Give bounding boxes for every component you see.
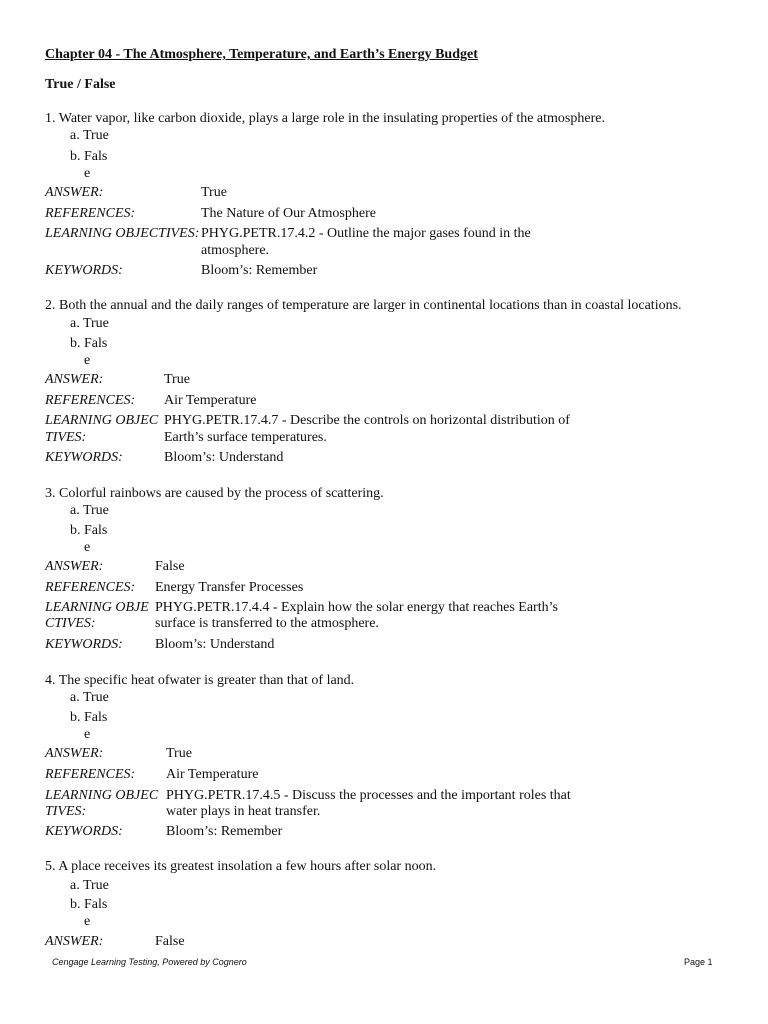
chapter-title: Chapter 04 - The Atmosphere, Temperature, and Earth’s Energy Budget [45, 47, 478, 62]
keywords-value: Bloom’s: Understand [155, 637, 275, 652]
option-a: a. True [70, 503, 109, 518]
answer-label: ANSWER: [45, 746, 104, 761]
option-b: b. Fals [70, 710, 108, 725]
keywords-label: KEYWORDS: [45, 824, 123, 839]
learning-objective-line-2: surface is transferred to the atmosphere. [155, 616, 379, 631]
keywords-label: KEYWORDS: [45, 263, 123, 278]
option-a: a. True [70, 128, 109, 143]
question-text: 2. Both the annual and the daily ranges of temperature are larger in continental locations than in coastal locations. [45, 298, 682, 313]
question-text: 4. The specific heat ofwater is greater than that of land. [45, 673, 355, 688]
references-label: REFERENCES: [45, 393, 136, 408]
learning-objectives-label: LEARNING OBJECTIVES: [45, 226, 200, 241]
keywords-value: Bloom’s: Understand [164, 450, 284, 465]
question-text: 3. Colorful rainbows are caused by the process of scattering. [45, 486, 384, 501]
learning-objective-line-1: PHYG.PETR.17.4.7 - Describe the controls on horizontal distribution of [164, 413, 570, 428]
answer-label: ANSWER: [45, 559, 104, 574]
learning-objective-line-2: atmosphere. [201, 243, 270, 258]
learning-objectives-label: LEARNING OBJE [45, 600, 149, 615]
references-label: REFERENCES: [45, 580, 136, 595]
section-heading: True / False [45, 77, 116, 92]
footer-credit: Cengage Learning Testing, Powered by Cognero [52, 957, 247, 967]
option-b-continuation: e [84, 166, 91, 181]
option-a: a. True [70, 316, 109, 331]
option-a: a. True [70, 690, 109, 705]
keywords-label: KEYWORDS: [45, 637, 123, 652]
question-text: 1. Water vapor, like carbon dioxide, plays a large role in the insulating properties of the atmosphere. [45, 111, 605, 126]
option-b-continuation: e [84, 540, 91, 555]
learning-objective-line-1: PHYG.PETR.17.4.4 - Explain how the solar energy that reaches Earth’s [155, 600, 558, 615]
learning-objective-line-2: water plays in heat transfer. [166, 804, 321, 819]
learning-objectives-label-cont: TIVES: [45, 430, 87, 445]
learning-objectives-label-cont: CTIVES: [45, 616, 96, 631]
option-a: a. True [70, 878, 109, 893]
option-b-continuation: e [84, 353, 91, 368]
answer-value: True [166, 746, 192, 761]
learning-objective-line-2: Earth’s surface temperatures. [164, 430, 327, 445]
references-value: Energy Transfer Processes [155, 580, 304, 595]
option-b: b. Fals [70, 336, 108, 351]
option-b-continuation: e [84, 914, 91, 929]
references-value: Air Temperature [166, 767, 259, 782]
references-value: The Nature of Our Atmosphere [201, 206, 376, 221]
option-b: b. Fals [70, 897, 108, 912]
answer-value: False [155, 934, 185, 949]
option-b-continuation: e [84, 727, 91, 742]
answer-value: True [201, 185, 227, 200]
keywords-value: Bloom’s: Remember [166, 824, 283, 839]
learning-objective-line-1: PHYG.PETR.17.4.2 - Outline the major gases found in the [201, 226, 531, 241]
page-number: Page 1 [684, 957, 713, 967]
learning-objectives-label-cont: TIVES: [45, 804, 87, 819]
references-label: REFERENCES: [45, 206, 136, 221]
answer-label: ANSWER: [45, 372, 104, 387]
answer-value: False [155, 559, 185, 574]
option-b: b. Fals [70, 523, 108, 538]
references-label: REFERENCES: [45, 767, 136, 782]
learning-objectives-label: LEARNING OBJEC [45, 413, 159, 428]
question-text: 5. A place receives its greatest insolation a few hours after solar noon. [45, 859, 437, 874]
option-b: b. Fals [70, 149, 108, 164]
keywords-label: KEYWORDS: [45, 450, 123, 465]
answer-value: True [164, 372, 190, 387]
learning-objectives-label: LEARNING OBJEC [45, 788, 159, 803]
answer-label: ANSWER: [45, 185, 104, 200]
keywords-value: Bloom’s: Remember [201, 263, 318, 278]
references-value: Air Temperature [164, 393, 257, 408]
answer-label: ANSWER: [45, 934, 104, 949]
learning-objective-line-1: PHYG.PETR.17.4.5 - Discuss the processes and the important roles that [166, 788, 571, 803]
